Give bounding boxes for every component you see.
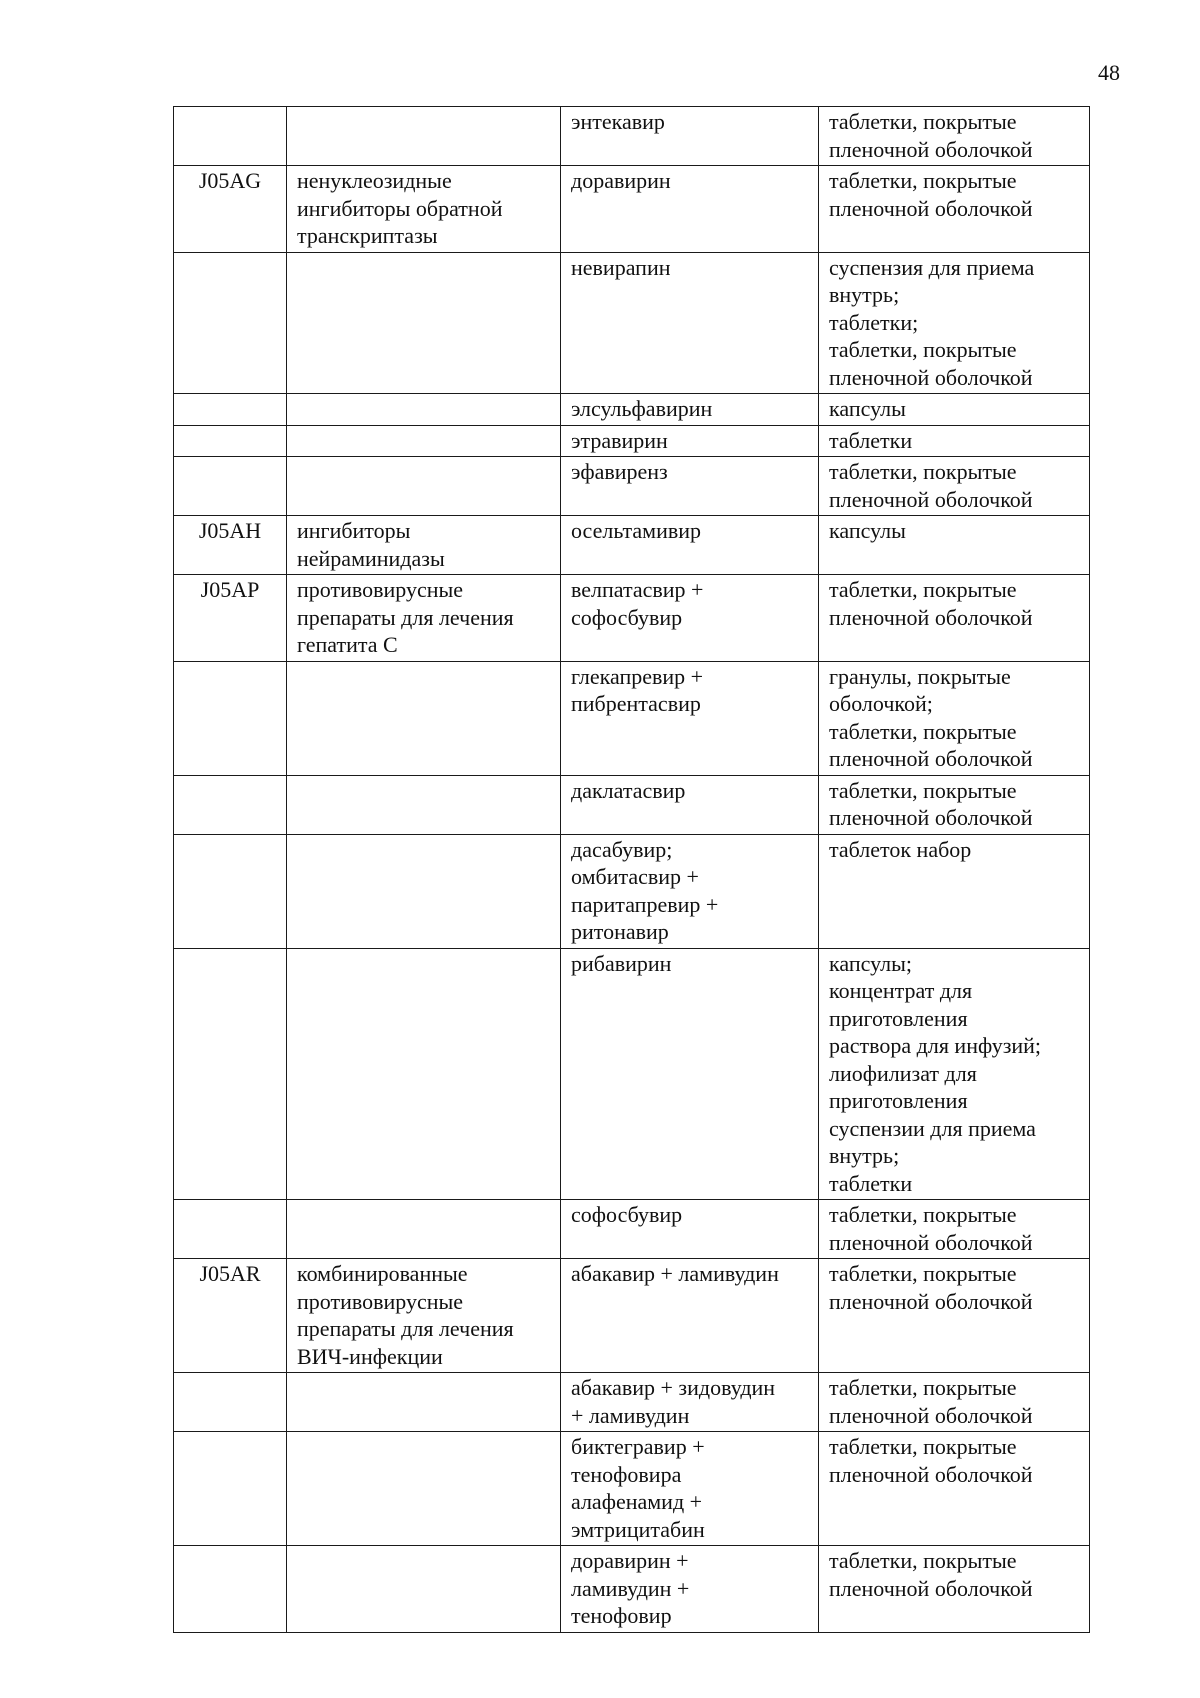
pharmacological-group-cell xyxy=(287,1373,561,1432)
pharmacological-group-cell: ненуклеозидные ингибиторы обратной транскриптазы xyxy=(287,166,561,253)
table-row xyxy=(174,1432,1090,1546)
drug-name-cell: невирапин xyxy=(561,252,819,394)
dosage-form-cell: таблетки, покрытые пленочной оболочкой xyxy=(819,1259,1090,1373)
drug-name-cell: этравирин xyxy=(561,425,819,457)
dosage-form-cell: капсулы; концентрат для приготовления раствора для инфузий; лиофилизат для приготовления суспензии для приема внутрь; таблетки xyxy=(819,948,1090,1200)
dosage-form-cell: таблетки, покрытые пленочной оболочкой xyxy=(819,1432,1090,1546)
atc-code-cell: J05AP xyxy=(174,575,287,662)
atc-code-cell xyxy=(174,107,287,166)
atc-code-cell: J05AG xyxy=(174,166,287,253)
atc-code-cell xyxy=(174,775,287,834)
pharmacological-group-cell xyxy=(287,1200,561,1259)
pharmacological-group-cell xyxy=(287,1546,561,1633)
dosage-form-cell: таблетки, покрытые пленочной оболочкой xyxy=(819,457,1090,516)
dosage-form-cell: таблетки, покрытые пленочной оболочкой xyxy=(819,575,1090,662)
table-row xyxy=(174,1259,1090,1373)
table-row xyxy=(174,252,1090,394)
drug-name-cell: доравирин xyxy=(561,166,819,253)
table-row xyxy=(174,575,1090,662)
atc-code-cell xyxy=(174,394,287,426)
table-row xyxy=(174,425,1090,457)
drug-name-cell: абакавир + зидовудин + ламивудин xyxy=(561,1373,819,1432)
dosage-form-cell: таблетки, покрытые пленочной оболочкой xyxy=(819,1546,1090,1633)
atc-code-cell xyxy=(174,1373,287,1432)
drug-name-cell: энтекавир xyxy=(561,107,819,166)
pharmacological-group-cell xyxy=(287,775,561,834)
drug-name-cell: элсульфавирин xyxy=(561,394,819,426)
drug-table xyxy=(173,106,1090,1633)
atc-code-cell xyxy=(174,457,287,516)
atc-code-cell xyxy=(174,948,287,1200)
dosage-form-cell: таблетки, покрытые пленочной оболочкой xyxy=(819,1200,1090,1259)
atc-code-cell xyxy=(174,252,287,394)
dosage-form-cell: суспензия для приема внутрь; таблетки; таблетки, покрытые пленочной оболочкой xyxy=(819,252,1090,394)
table-row xyxy=(174,775,1090,834)
drug-name-cell: даклатасвир xyxy=(561,775,819,834)
pharmacological-group-cell xyxy=(287,425,561,457)
table-row xyxy=(174,948,1090,1200)
atc-code-cell xyxy=(174,1200,287,1259)
table-row xyxy=(174,1200,1090,1259)
pharmacological-group-cell xyxy=(287,661,561,775)
pharmacological-group-cell: комбинированные противовирусные препараты для лечения ВИЧ-инфекции xyxy=(287,1259,561,1373)
pharmacological-group-cell xyxy=(287,394,561,426)
drug-name-cell: дасабувир; омбитасвир + паритапревир + ритонавир xyxy=(561,834,819,948)
dosage-form-cell: капсулы xyxy=(819,516,1090,575)
drug-name-cell: глекапревир + пибрентасвир xyxy=(561,661,819,775)
table-row xyxy=(174,457,1090,516)
dosage-form-cell: гранулы, покрытые оболочкой; таблетки, покрытые пленочной оболочкой xyxy=(819,661,1090,775)
atc-code-cell xyxy=(174,1432,287,1546)
pharmacological-group-cell xyxy=(287,107,561,166)
dosage-form-cell: таблетки, покрытые пленочной оболочкой xyxy=(819,166,1090,253)
pharmacological-group-cell xyxy=(287,948,561,1200)
page-number: 48 xyxy=(1098,60,1120,85)
drug-name-cell: доравирин + ламивудин + тенофовир xyxy=(561,1546,819,1633)
atc-code-cell: J05AR xyxy=(174,1259,287,1373)
pharmacological-group-cell xyxy=(287,1432,561,1546)
dosage-form-cell: капсулы xyxy=(819,394,1090,426)
table-body xyxy=(174,107,1090,1633)
pharmacological-group-cell: ингибиторы нейраминидазы xyxy=(287,516,561,575)
drug-name-cell: осельтамивир xyxy=(561,516,819,575)
drug-name-cell: абакавир + ламивудин xyxy=(561,1259,819,1373)
drug-name-cell: биктегравир + тенофовира алафенамид + эмтрицитабин xyxy=(561,1432,819,1546)
atc-code-cell xyxy=(174,661,287,775)
pharmacological-group-cell xyxy=(287,834,561,948)
drug-name-cell: эфавиренз xyxy=(561,457,819,516)
dosage-form-cell: таблетки, покрытые пленочной оболочкой xyxy=(819,775,1090,834)
table-row xyxy=(174,1373,1090,1432)
dosage-form-cell: таблетки xyxy=(819,425,1090,457)
dosage-form-cell: таблетки, покрытые пленочной оболочкой xyxy=(819,1373,1090,1432)
pharmacological-group-cell: противовирусные препараты для лечения гепатита С xyxy=(287,575,561,662)
atc-code-cell: J05AH xyxy=(174,516,287,575)
pharmacological-group-cell xyxy=(287,457,561,516)
table-row xyxy=(174,834,1090,948)
table-row xyxy=(174,661,1090,775)
dosage-form-cell: таблеток набор xyxy=(819,834,1090,948)
atc-code-cell xyxy=(174,1546,287,1633)
pharmacological-group-cell xyxy=(287,252,561,394)
dosage-form-cell: таблетки, покрытые пленочной оболочкой xyxy=(819,107,1090,166)
atc-code-cell xyxy=(174,834,287,948)
table-row xyxy=(174,166,1090,253)
table-row xyxy=(174,394,1090,426)
table-row xyxy=(174,107,1090,166)
table-row xyxy=(174,516,1090,575)
drug-name-cell: софосбувир xyxy=(561,1200,819,1259)
table-row xyxy=(174,1546,1090,1633)
atc-code-cell xyxy=(174,425,287,457)
drug-name-cell: рибавирин xyxy=(561,948,819,1200)
drug-name-cell: велпатасвир + софосбувир xyxy=(561,575,819,662)
